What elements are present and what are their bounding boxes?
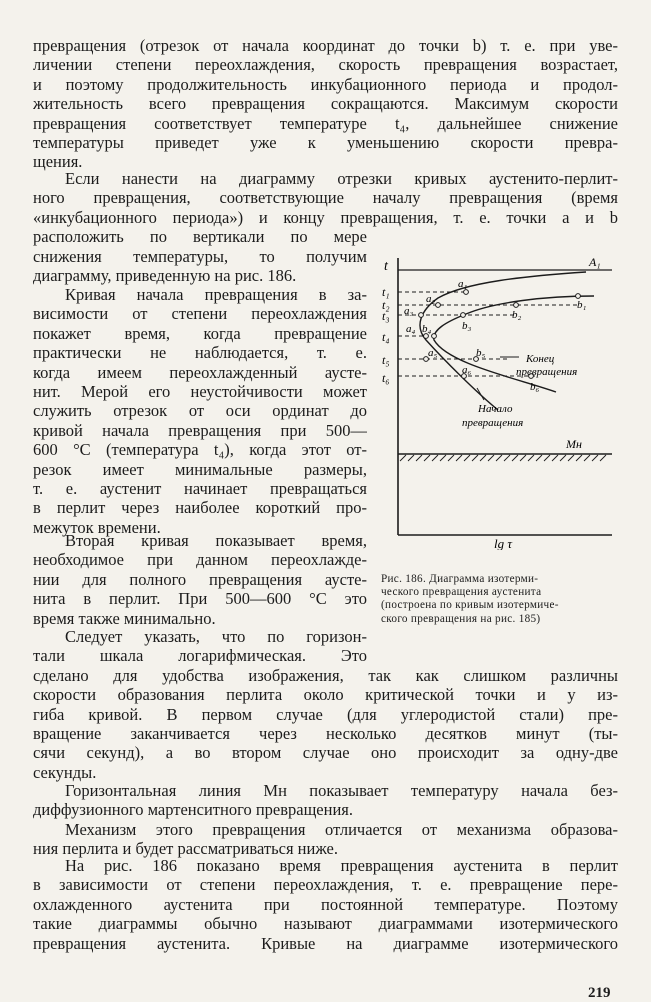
- text-line: тали шкала логарифмическая. Это: [33, 646, 367, 666]
- start-curve-label-2: превращения: [462, 417, 524, 429]
- text-line: снижения температуры, то получим: [33, 246, 367, 266]
- paragraph-7: [33, 820, 618, 859]
- text-line: диффузионного мартенситного превращения.: [33, 800, 353, 820]
- label-t1: t₁: [382, 285, 390, 299]
- point-a1: [464, 290, 469, 295]
- ttt-diagram: [376, 252, 626, 550]
- text-line: межуток времени.: [33, 517, 161, 537]
- text-line: личении степени переохлаждения, скорость превращения возрастает,: [33, 55, 618, 75]
- label-b2: b₂: [512, 309, 522, 321]
- text-line: вращение заканчивается через несколько десятков минут (ты-: [33, 724, 618, 744]
- text-line: время также минимально.: [33, 608, 216, 628]
- x-axis-label: lg τ: [494, 536, 513, 550]
- label-t2: t₂: [382, 298, 390, 312]
- caption-line: Рис. 186. Диаграмма изотерми-: [381, 573, 539, 585]
- label-t6: t₆: [382, 371, 390, 385]
- text-line: «инкубационного периода») и концу превращения, т. е. точки a и b: [33, 207, 618, 227]
- text-line: жительность всего превращения сокращаются. Максимум скорости: [33, 94, 618, 114]
- text-line: кривой начала превращения при 500—: [33, 420, 367, 440]
- label-b4: b₄: [422, 323, 432, 335]
- start-pointer: [477, 388, 484, 400]
- paragraph-1: [33, 36, 618, 172]
- text-line: превращения соответствует температуре t₄, дальнейшее снижение: [33, 113, 618, 133]
- point-b1: [576, 294, 581, 299]
- text-line: и поэтому продолжительность инкубационного периода и продол-: [33, 74, 618, 94]
- text-line: в перлит через наиболее короткий про-: [33, 498, 367, 518]
- end-curve-label-2: превращения: [516, 366, 578, 378]
- text-line: когда имеем переохлажденный аусте-: [33, 362, 367, 382]
- label-a1: a₁: [458, 278, 468, 290]
- paragraph-5: [33, 627, 618, 782]
- text-line: охлажденного аустенита при постоянной температуре. Поэтому: [33, 894, 618, 914]
- label-a5: a₅: [428, 347, 438, 359]
- paragraph-3: [33, 285, 367, 537]
- text-line: расположить по вертикали по мере: [33, 227, 367, 247]
- text-line: т. е. аустенит начинает превращаться: [33, 479, 367, 499]
- point-a2: [436, 303, 441, 308]
- text-line: покажет время, когда превращение: [33, 323, 367, 343]
- text-line: сделано для удобства изображения, так как слишком различны: [33, 665, 618, 685]
- label-a4: a₄: [406, 323, 416, 335]
- point-b2: [514, 303, 519, 308]
- label-a6: a₆: [462, 364, 472, 376]
- point-a3: [419, 313, 424, 318]
- text-line: ного превращения, соответствующие началу превращения (время: [33, 188, 618, 208]
- caption-line: (построена по кривым изотермиче-: [381, 599, 559, 612]
- text-line: Кривая начала превращения в за-: [65, 285, 367, 304]
- y-axis-label: t: [384, 259, 388, 274]
- text-line: такие диаграммы обычно называют диаграммами изотермического: [33, 914, 618, 934]
- text-line: Механизм этого превращения отличается от механизма образова-: [65, 820, 618, 839]
- label-a3: a₃: [404, 305, 414, 317]
- start-curve-label-1: Начало: [478, 403, 513, 415]
- text-line: Горизонтальная линия Mн показывает температуру начала без-: [65, 781, 618, 800]
- label-b5: b₅: [476, 347, 486, 359]
- label-t5: t₅: [382, 353, 390, 367]
- label-b6: b₆: [530, 381, 540, 393]
- text-line: диаграмму, приведенную на рис. 186.: [33, 266, 297, 286]
- text-line: секунды.: [33, 762, 97, 782]
- text-line: На рис. 186 показано время превращения аустенита в перлит: [65, 856, 618, 875]
- text-line: скорости образования перлита около критической точки и у из-: [33, 685, 618, 705]
- paragraph-6: [33, 781, 618, 820]
- text-line: 600 °C (температура t₄), когда этот от-: [33, 440, 367, 460]
- start-curve: [420, 272, 586, 410]
- text-line: гиба кривой. В первом случае (для углеродистой стали) пре-: [33, 704, 618, 724]
- text-line: ния перлита и будет рассматриваться ниже.: [33, 839, 338, 859]
- paragraph-4: [33, 531, 367, 628]
- text-line: превращения аустенита. Кривые на диаграмме изотермического: [33, 933, 618, 953]
- label-a2: a₂: [426, 293, 436, 305]
- end-curve-label-1: Конец: [526, 353, 555, 365]
- figure-caption: [381, 573, 621, 626]
- label-t3: t₃: [382, 309, 390, 323]
- text-line: нит. Мерой его неустойчивости может: [33, 382, 367, 402]
- mn-label: Mн: [566, 437, 582, 451]
- a1-label: A₁: [589, 255, 601, 269]
- text-line: нита в перлит. При 500—600 °C это: [33, 589, 367, 609]
- text-line: практически не наблюдается, т. е.: [33, 343, 367, 363]
- text-line: висимости от степени переохлаждения: [33, 304, 367, 324]
- text-line: нии для полного превращения аусте-: [33, 569, 367, 589]
- label-b3: b₃: [462, 320, 472, 332]
- point-b3: [461, 313, 466, 318]
- text-line: превращения (отрезок от начала координат до точки b) т. е. при уве-: [33, 36, 618, 55]
- page-number: 219: [588, 985, 611, 1001]
- text-line: щения.: [33, 152, 83, 172]
- mn-hatching: [400, 455, 606, 461]
- label-t4: t₄: [382, 330, 390, 344]
- text-line: Следует указать, что по горизон-: [65, 627, 367, 646]
- text-line: необходимое при данном переохлажде-: [33, 550, 367, 570]
- text-line: Вторая кривая показывает время,: [65, 531, 367, 550]
- text-line: температуры приведет уже к уменьшению скорости превра-: [33, 133, 618, 153]
- label-b1: b₁: [577, 299, 587, 311]
- text-line: служить отрезок от оси ординат до: [33, 401, 367, 421]
- point-b4: [432, 334, 437, 339]
- caption-line: ского превращения на рис. 185): [381, 612, 541, 625]
- text-line: сячи секунд), а во втором случае оно происходит за одну-две: [33, 743, 618, 763]
- paragraph-8: [33, 856, 618, 953]
- text-line: Если нанести на диаграмму отрезки кривых аустенито-перлит-: [65, 169, 618, 188]
- text-line: в зависимости от степени переохлаждения, т. е. превращение пере-: [33, 875, 618, 895]
- caption-line: ческого превращения аустенита: [381, 586, 542, 599]
- text-line: резок имеет минимальные размеры,: [33, 459, 367, 479]
